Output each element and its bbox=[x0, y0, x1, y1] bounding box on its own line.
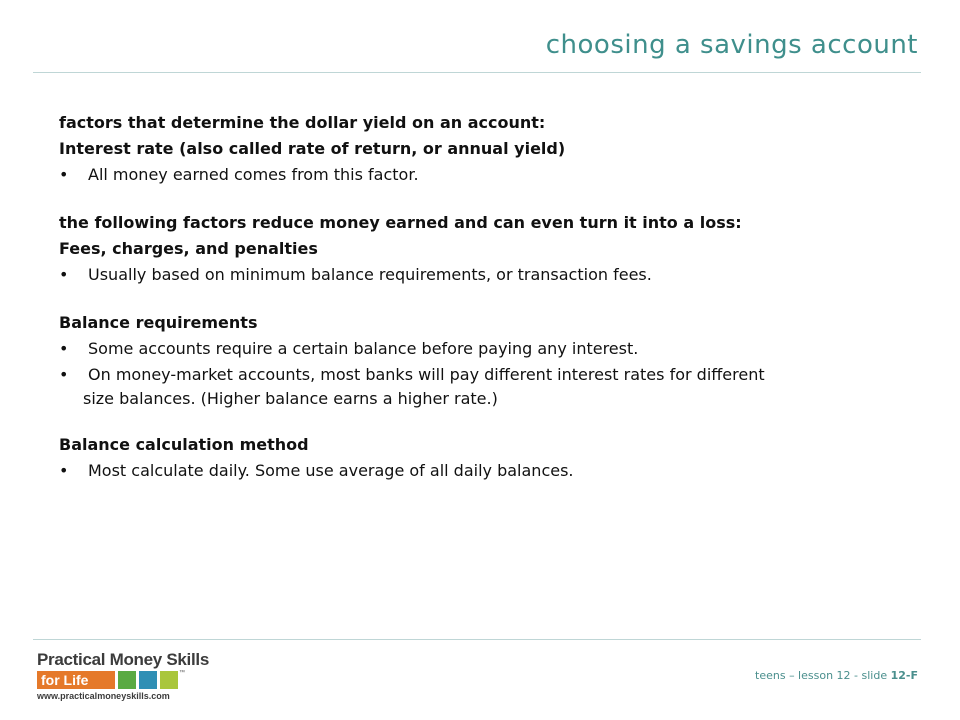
slide-title: choosing a savings account bbox=[545, 30, 918, 60]
bullet-text: All money earned comes from this factor. bbox=[88, 165, 419, 184]
bullet-item bbox=[59, 362, 909, 410]
bullet-dot: • bbox=[59, 265, 69, 284]
logo-green-square-icon bbox=[118, 671, 136, 689]
bullet-text: On money-market accounts, most banks will pay different interest rates for different bbox=[88, 365, 765, 384]
heading-reduce-factors: the following factors reduce money earned and can even turn it into a loss: bbox=[59, 213, 742, 232]
logo-blue-square-icon bbox=[139, 671, 157, 689]
bottom-divider bbox=[33, 639, 921, 640]
bullet-dot: • bbox=[59, 165, 69, 184]
bullet-item bbox=[59, 336, 909, 362]
bullet-text-continued: size balances. (Higher balance earns a higher rate.) bbox=[83, 389, 498, 408]
footer-course: teens – lesson 12 - slide bbox=[755, 669, 888, 682]
slide-content bbox=[59, 110, 909, 484]
heading-fees: Fees, charges, and penalties bbox=[59, 239, 318, 258]
logo-line2: for Life bbox=[37, 671, 115, 689]
bullet-item bbox=[59, 458, 909, 484]
footer-slide-number: 12-F bbox=[890, 669, 918, 682]
heading-yield-factors: factors that determine the dollar yield on an account: bbox=[59, 113, 546, 132]
logo-lime-square-icon bbox=[160, 671, 178, 689]
heading-interest-rate: Interest rate (also called rate of return, or annual yield) bbox=[59, 139, 566, 158]
bullet-dot: • bbox=[59, 339, 69, 358]
heading-balance-requirements: Balance requirements bbox=[59, 313, 258, 332]
slide-footer bbox=[755, 669, 918, 682]
brand-logo bbox=[37, 650, 217, 705]
bullet-text: Some accounts require a certain balance before paying any interest. bbox=[88, 339, 639, 358]
logo-trademark: ™ bbox=[179, 670, 185, 676]
bullet-dot: • bbox=[59, 365, 69, 384]
heading-balance-calculation: Balance calculation method bbox=[59, 435, 309, 454]
bullet-item bbox=[59, 262, 909, 288]
bullet-item bbox=[59, 162, 909, 188]
bullet-text: Most calculate daily. Some use average of all daily balances. bbox=[88, 461, 574, 480]
bullet-text: Usually based on minimum balance requirements, or transaction fees. bbox=[88, 265, 652, 284]
bullet-dot: • bbox=[59, 461, 69, 480]
logo-line1: Practical Money Skills bbox=[37, 650, 209, 669]
logo-url: www.practicalmoneyskills.com bbox=[37, 691, 170, 701]
top-divider bbox=[33, 72, 921, 73]
